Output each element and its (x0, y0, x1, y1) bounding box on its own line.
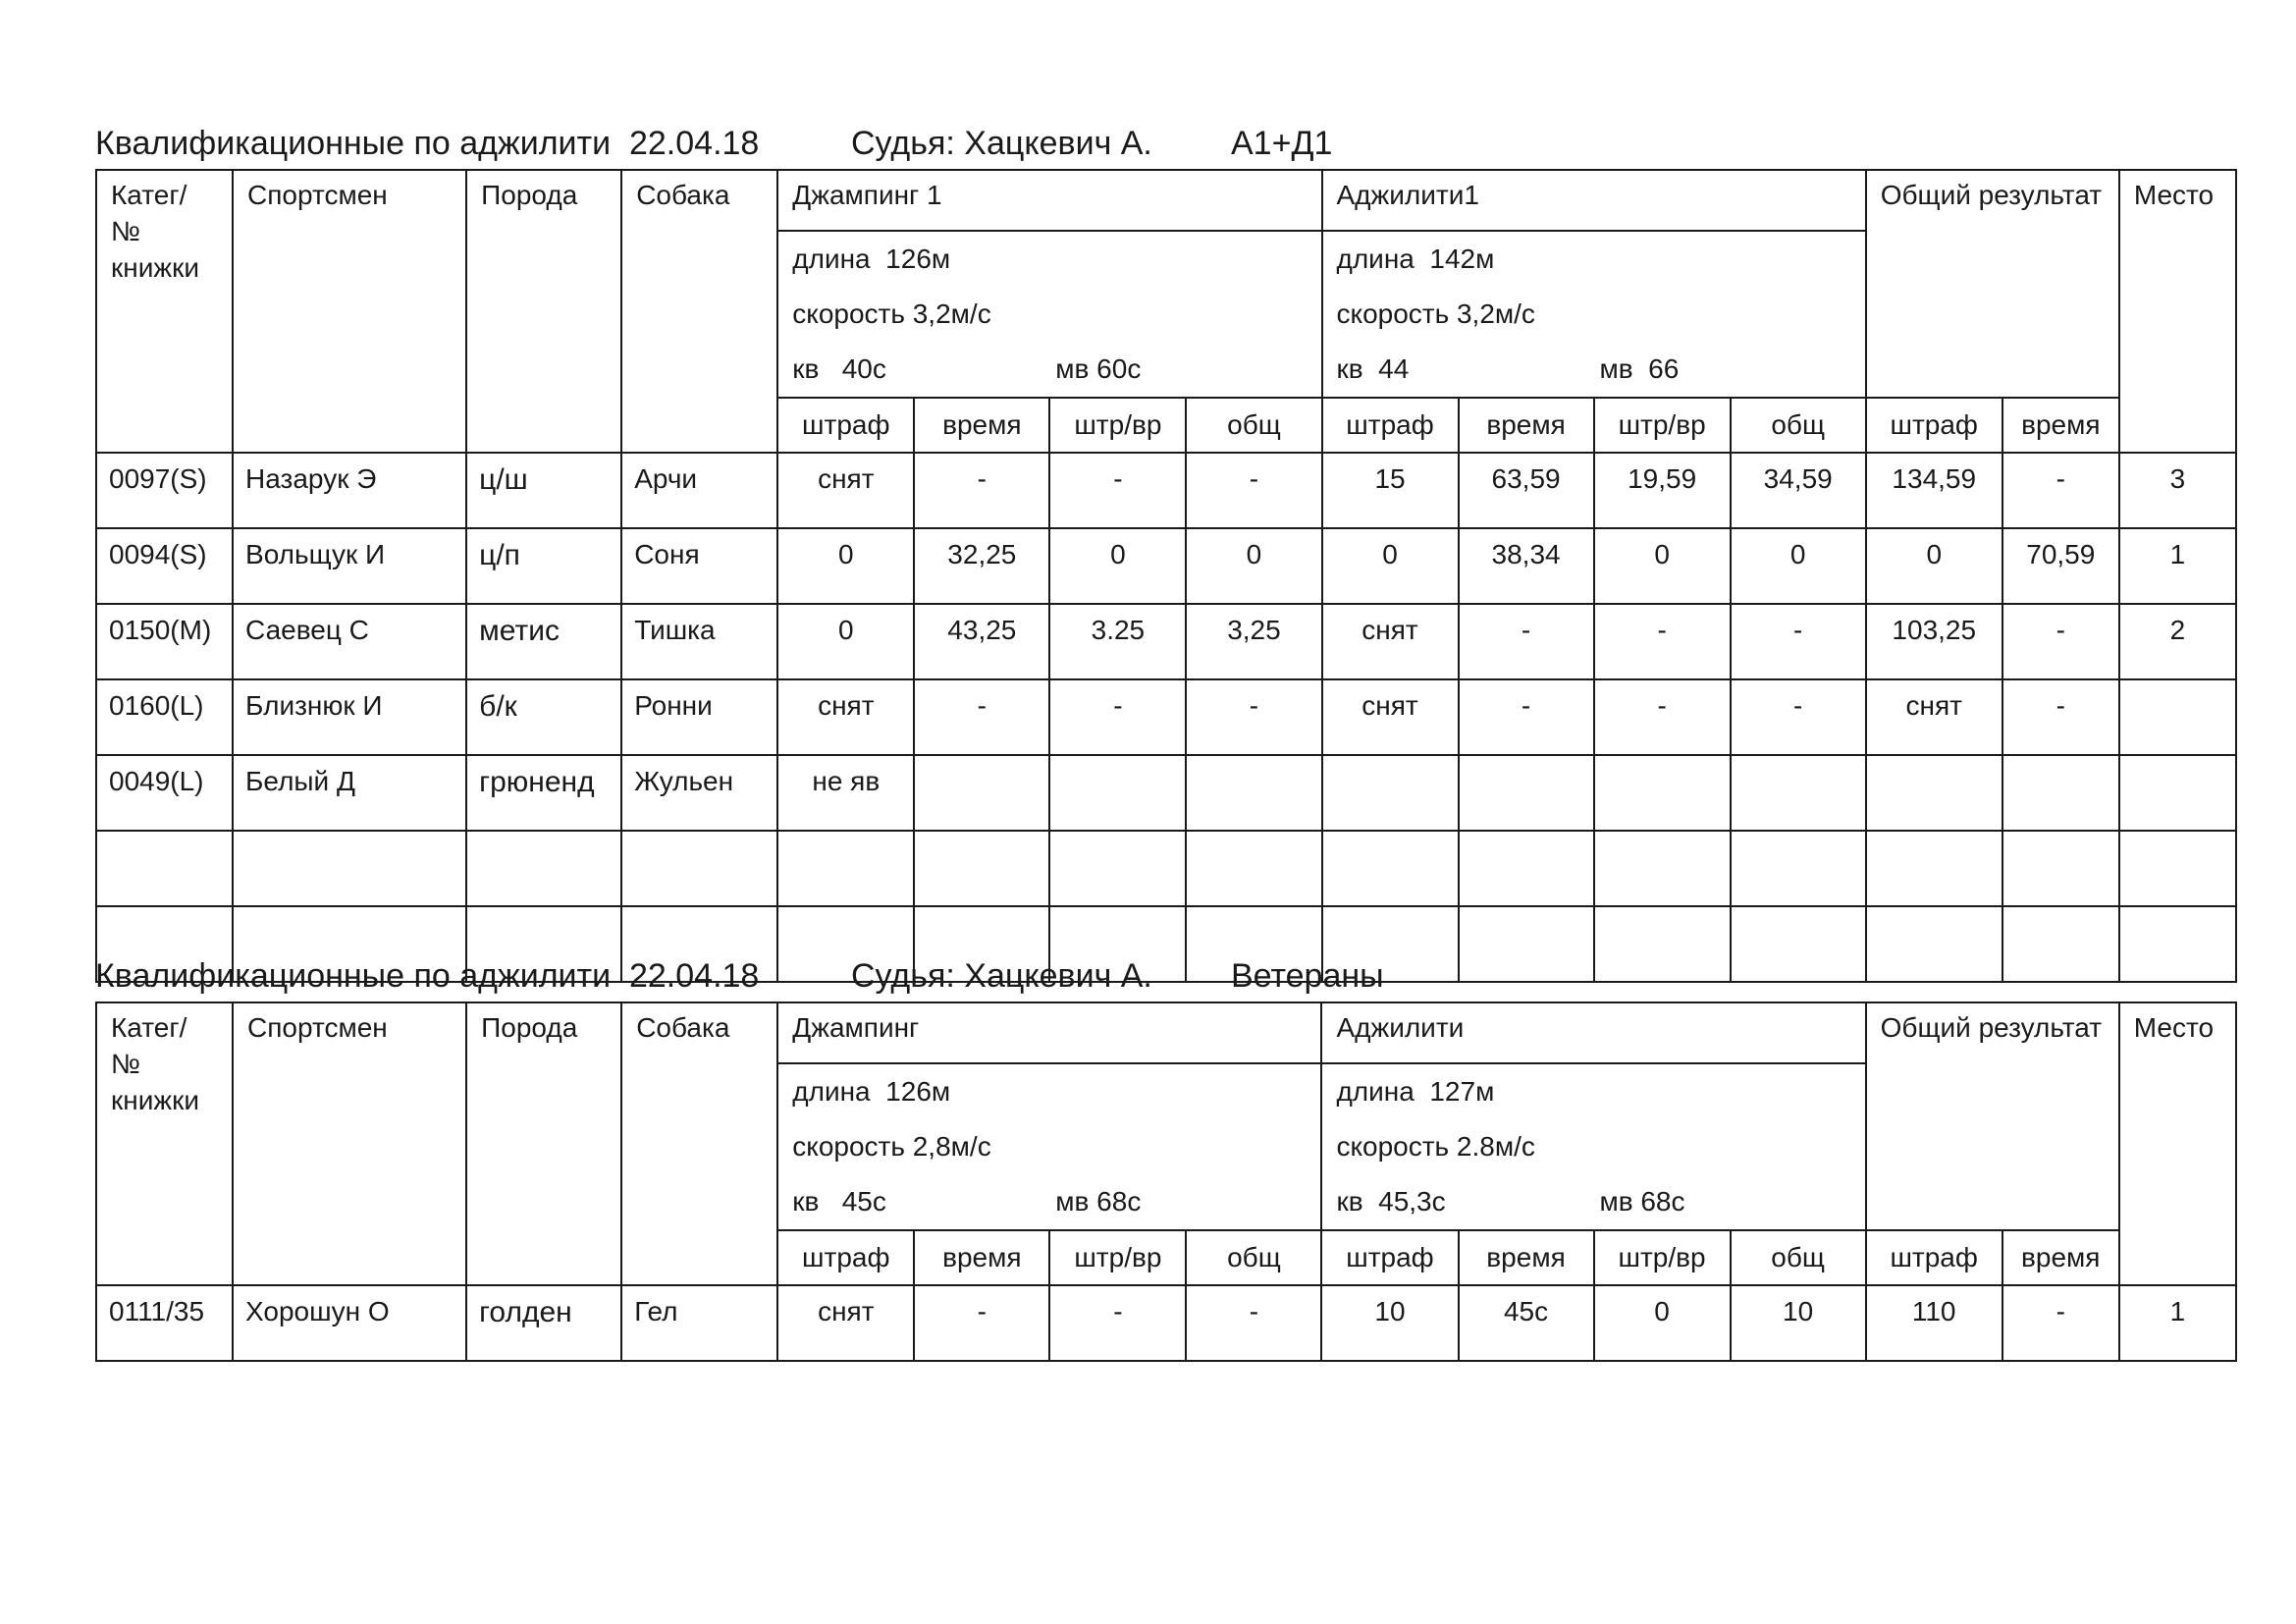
table-cell: - (1186, 679, 1321, 755)
table-cell: снят (777, 679, 914, 755)
table-cell: - (1731, 604, 1866, 679)
table-cell: Назарук Э (233, 453, 466, 528)
run1-kv: кв 40с (792, 353, 886, 384)
table-cell (1459, 755, 1594, 831)
table-cell: - (1459, 679, 1594, 755)
table-cell: 2 (2119, 604, 2236, 679)
table-row (96, 453, 2236, 528)
run2-length: длина 127м (1336, 1076, 1495, 1107)
table-cell: Соня (621, 528, 777, 604)
table-cell: б/к (466, 679, 621, 755)
sub-header-cell: общ (1731, 1230, 1866, 1285)
table-cell: ц/п (466, 528, 621, 604)
run1-mv: мв 60с (1055, 353, 1142, 384)
sub-header-cell: время (2002, 1230, 2119, 1285)
run1-speed: скорость 2,8м/с (792, 1131, 991, 1162)
table-cell (914, 831, 1049, 906)
table-row (96, 679, 2236, 755)
table-cell: 0160(L) (96, 679, 233, 755)
table-cell: 45с (1459, 1285, 1594, 1361)
table-cell: 0094(S) (96, 528, 233, 604)
run1-mv: мв 68с (1055, 1186, 1142, 1217)
table-cell: снят (1866, 679, 2002, 755)
table-cell: - (1049, 453, 1186, 528)
table-cell (914, 755, 1049, 831)
header-category: Катег/ № книжки (96, 170, 233, 453)
run2-kv: кв 44 (1336, 353, 1410, 384)
event-title: Квалификационные по аджилити 22.04.18 (95, 957, 760, 995)
table-cell: грюненд (466, 755, 621, 831)
table-cell: Саевец С (233, 604, 466, 679)
sub-header-cell: штр/вр (1049, 398, 1186, 453)
table-cell: ц/ш (466, 453, 621, 528)
table-cell: 0 (1186, 528, 1321, 604)
run2-times (1337, 342, 1851, 397)
sub-header-cell: штраф (777, 1230, 914, 1285)
table-cell: Белый Д (233, 755, 466, 831)
run2-course-info (1322, 231, 1866, 398)
table-cell: 0150(M) (96, 604, 233, 679)
table-cell (1322, 831, 1459, 906)
run1-times (792, 342, 1307, 397)
table-cell: - (2002, 453, 2119, 528)
table-cell (1049, 755, 1186, 831)
table-cell: снят (777, 1285, 914, 1361)
table-cell: 3.25 (1049, 604, 1186, 679)
header-run1: Джампинг 1 (777, 170, 1321, 231)
run2-course-info (1321, 1063, 1865, 1230)
sub-header-cell: время (1459, 1230, 1594, 1285)
table-cell (233, 831, 466, 906)
header-total: Общий результат (1866, 170, 2119, 398)
table-cell (1186, 831, 1321, 906)
run2-mv: мв 68с (1599, 1186, 1685, 1217)
table-cell: 70,59 (2002, 528, 2119, 604)
event-title: Квалификационные по аджилити 22.04.18 (95, 125, 760, 162)
table-cell (1594, 755, 1731, 831)
table-row (96, 831, 2236, 906)
table-cell (1731, 755, 1866, 831)
table-cell: снят (777, 453, 914, 528)
table-cell: Тишка (621, 604, 777, 679)
block-title (95, 118, 2237, 169)
table-cell (2002, 755, 2119, 831)
run1-course-info (777, 1063, 1321, 1230)
table-cell: 0 (1594, 1285, 1731, 1361)
table-cell: 103,25 (1866, 604, 2002, 679)
table-cell: - (1731, 679, 1866, 755)
table-cell: снят (1322, 679, 1459, 755)
table-cell: 0 (1322, 528, 1459, 604)
table-cell (2119, 755, 2236, 831)
table-cell: Ронни (621, 679, 777, 755)
sub-header-cell: штраф (1866, 398, 2002, 453)
table-cell: 15 (1322, 453, 1459, 528)
table-cell: 0049(L) (96, 755, 233, 831)
table-cell: - (1049, 679, 1186, 755)
table-cell: 0 (777, 528, 914, 604)
table-cell: 1 (2119, 528, 2236, 604)
run2-speed: скорость 2.8м/с (1336, 1131, 1535, 1162)
header-place: Место (2119, 170, 2236, 453)
judge-name: Судья: Хацкевич А. (851, 957, 1152, 995)
table-cell: 0 (1731, 528, 1866, 604)
run2-times (1336, 1174, 1850, 1229)
header-run2: Аджилити1 (1322, 170, 1866, 231)
run2-length: длина 142м (1336, 244, 1495, 274)
table-cell: 0097(S) (96, 453, 233, 528)
sub-header-cell: время (1459, 398, 1594, 453)
sub-header-cell: штраф (1322, 398, 1459, 453)
table-cell (1731, 831, 1866, 906)
table-row (96, 604, 2236, 679)
table-row (96, 528, 2236, 604)
run2-kv: кв 45,3с (1336, 1186, 1446, 1217)
run1-length: длина 126м (792, 1076, 951, 1107)
table-cell: Близнюк И (233, 679, 466, 755)
table-cell: - (1049, 1285, 1186, 1361)
table-cell: - (1594, 679, 1731, 755)
table-cell (2119, 831, 2236, 906)
table-cell: 10 (1321, 1285, 1458, 1361)
table-cell: Вольщук И (233, 528, 466, 604)
results-block (95, 950, 2237, 1362)
header-total: Общий результат (1866, 1002, 2119, 1230)
table-cell (1866, 831, 2002, 906)
table-cell: 3,25 (1186, 604, 1321, 679)
header-place: Место (2119, 1002, 2236, 1285)
run1-course-info (777, 231, 1321, 398)
table-cell: - (914, 453, 1049, 528)
sub-header-cell: штраф (1866, 1230, 2002, 1285)
table-cell (1459, 831, 1594, 906)
sub-header-cell: штр/вр (1049, 1230, 1186, 1285)
header-breed: Порода (466, 1002, 621, 1285)
sub-header-cell: общ (1186, 398, 1321, 453)
table-cell: Хорошун О (233, 1285, 466, 1361)
run1-speed: скорость 3,2м/с (792, 298, 991, 329)
run1-length: длина 126м (792, 244, 951, 274)
table-cell (1594, 831, 1731, 906)
table-cell: - (914, 1285, 1049, 1361)
table-cell: 10 (1731, 1285, 1866, 1361)
table-cell: 0 (1594, 528, 1731, 604)
table-cell: - (2002, 1285, 2119, 1361)
sub-header-cell: штр/вр (1594, 398, 1731, 453)
table-cell: Гел (621, 1285, 777, 1361)
table-cell: - (1186, 1285, 1321, 1361)
run1-times (792, 1174, 1307, 1229)
table-cell: 134,59 (1866, 453, 2002, 528)
table-cell: метис (466, 604, 621, 679)
table-cell: - (1459, 604, 1594, 679)
table-cell: 43,25 (914, 604, 1049, 679)
table-cell: снят (1322, 604, 1459, 679)
class-name: Ветераны (1231, 957, 1384, 995)
table-cell: Арчи (621, 453, 777, 528)
judge-name: Судья: Хацкевич А. (851, 125, 1152, 162)
sub-header-cell: время (914, 1230, 1049, 1285)
sub-header-cell: общ (1186, 1230, 1321, 1285)
table-cell (1322, 755, 1459, 831)
table-cell: 32,25 (914, 528, 1049, 604)
table-cell: 63,59 (1459, 453, 1594, 528)
table-row (96, 1285, 2236, 1361)
header-athlete: Спортсмен (233, 1002, 466, 1285)
header-run1: Джампинг (777, 1002, 1321, 1063)
table-cell (1049, 831, 1186, 906)
table-cell: не яв (777, 755, 914, 831)
table-cell: Жульен (621, 755, 777, 831)
sub-header-cell: время (2002, 398, 2119, 453)
table-cell: - (2002, 679, 2119, 755)
table-cell: 19,59 (1594, 453, 1731, 528)
run2-mv: мв 66 (1599, 353, 1680, 384)
block-title (95, 950, 2237, 1001)
table-cell: - (2002, 604, 2119, 679)
sub-header-cell: штр/вр (1594, 1230, 1731, 1285)
table-cell: 34,59 (1731, 453, 1866, 528)
table-cell (621, 831, 777, 906)
table-cell: 3 (2119, 453, 2236, 528)
table-cell: 0 (777, 604, 914, 679)
table-cell (96, 831, 233, 906)
table-cell: 1 (2119, 1285, 2236, 1361)
table-cell (2002, 831, 2119, 906)
header-athlete: Спортсмен (233, 170, 466, 453)
sub-header-cell: время (914, 398, 1049, 453)
table-cell: 0111/35 (96, 1285, 233, 1361)
table-cell: голден (466, 1285, 621, 1361)
sub-header-cell: общ (1731, 398, 1866, 453)
table-cell: 38,34 (1459, 528, 1594, 604)
table-cell (1186, 755, 1321, 831)
results-table (95, 1001, 2237, 1362)
table-cell (2119, 679, 2236, 755)
table-cell: 0 (1866, 528, 2002, 604)
header-dog: Собака (621, 1002, 777, 1285)
run2-speed: скорость 3,2м/с (1336, 298, 1535, 329)
class-name: А1+Д1 (1231, 125, 1333, 162)
table-cell: - (1594, 604, 1731, 679)
sub-header-cell: штраф (1321, 1230, 1458, 1285)
header-breed: Порода (466, 170, 621, 453)
results-table (95, 169, 2237, 983)
table-cell (777, 831, 914, 906)
header-category: Катег/ № книжки (96, 1002, 233, 1285)
results-block (95, 118, 2237, 983)
table-cell (466, 831, 621, 906)
table-row (96, 755, 2236, 831)
table-cell: - (1186, 453, 1321, 528)
table-cell: 110 (1866, 1285, 2002, 1361)
header-dog: Собака (621, 170, 777, 453)
table-cell: - (914, 679, 1049, 755)
sub-header-cell: штраф (777, 398, 914, 453)
table-cell: 0 (1049, 528, 1186, 604)
run1-kv: кв 45с (792, 1186, 886, 1217)
table-cell (1866, 755, 2002, 831)
header-run2: Аджилити (1321, 1002, 1865, 1063)
